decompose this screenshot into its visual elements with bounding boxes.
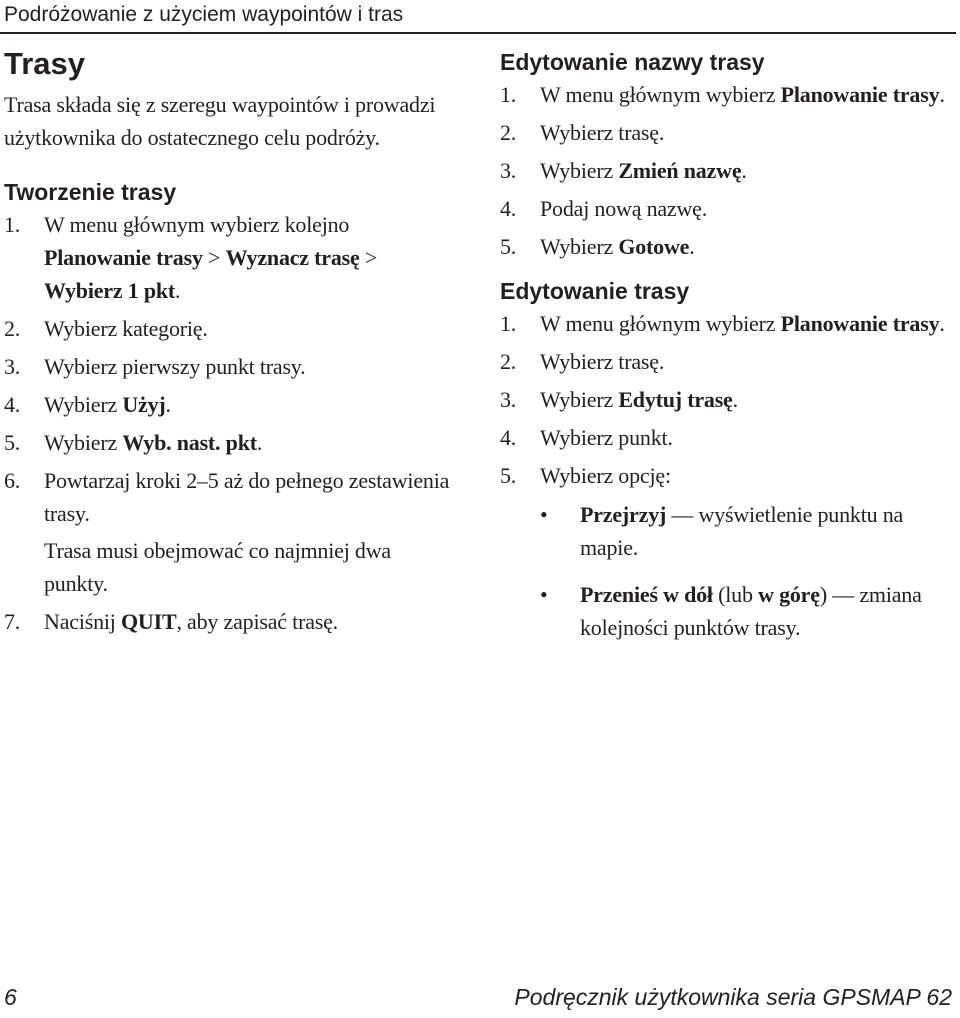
bullet-icon: • <box>540 502 548 527</box>
list-item: 3. Wybierz Zmień nazwę. <box>500 158 747 183</box>
use-option: Użyj <box>122 392 166 417</box>
menu-path-create-route: Wyznacz trasę <box>225 245 360 270</box>
select-next-point-option: Wyb. nast. pkt <box>122 430 257 455</box>
page-number: 6 <box>4 984 17 1010</box>
step-note: Trasa musi obejmować co najmniej dwa punkty. <box>44 538 391 596</box>
option-list <box>540 498 956 644</box>
change-name-option: Zmień nazwę <box>618 158 742 183</box>
list-item: 5. Wybierz Wyb. nast. pkt. <box>4 430 263 455</box>
list-item: 1. W menu głównym wybierz Planowanie trasy. <box>500 311 945 336</box>
list-item: 2. Wybierz trasę. <box>500 349 665 374</box>
list-item: 4. Podaj nową nazwę. <box>500 196 708 221</box>
menu-path-route-planner: Planowanie trasy <box>44 245 203 270</box>
heading-rename-route: Edytowanie nazwy trasy <box>500 49 765 75</box>
left-column <box>4 44 454 643</box>
create-route-steps <box>4 208 454 638</box>
bullet-icon: • <box>540 582 548 607</box>
list-item: • Przenieś w dół (lub w górę) — zmiana kolejności punktów trasy. <box>540 578 956 644</box>
list-item: 2. Wybierz trasę. <box>500 120 665 145</box>
list-item: 5. Wybierz opcję: • Przejrzyj — wyświetlenie punktu na mapie. • Przenieś w dół (lub w górę) — zmiana kolejności punktów trasy. <box>500 459 956 644</box>
list-item: 5. Wybierz Gotowe. <box>500 234 695 259</box>
list-item: 3. Wybierz Edytuj trasę. <box>500 387 738 412</box>
chapter-header: Podróżowanie z użyciem waypointów i tras <box>4 3 404 26</box>
menu-path-route-planner: Planowanie trasy <box>780 82 940 107</box>
list-item: 7. Naciśnij QUIT, aby zapisać trasę. <box>4 609 338 634</box>
heading-create-route: Tworzenie trasy <box>4 179 177 205</box>
right-column <box>500 44 956 658</box>
list-item: 4. Wybierz punkt. <box>500 425 673 450</box>
quit-key: QUIT <box>121 609 177 634</box>
list-item: 1. W menu głównym wybierz Planowanie trasy. <box>500 82 945 107</box>
edit-route-steps <box>500 307 956 644</box>
move-up-option: w górę <box>758 582 820 607</box>
move-down-option: Przenieś w dół <box>580 582 713 607</box>
list-item: • Przejrzyj — wyświetlenie punktu na mapie. <box>540 498 956 564</box>
list-item: 2. Wybierz kategorię. <box>4 316 208 341</box>
header-divider <box>0 32 956 34</box>
section-title-routes: Trasy <box>4 46 86 81</box>
manual-title: Podręcznik użytkownika seria GPSMAP 62 <box>514 984 952 1010</box>
list-item: 6. Powtarzaj kroki 2–5 aż do pełnego zestawienia trasy. Trasa musi obejmować co najmniej dwa punkty. <box>4 464 454 600</box>
menu-path-select-first-point: Wybierz 1 pkt <box>44 278 176 303</box>
list-item: 1. W menu głównym wybierz kolejno Planowanie trasy > Wyznacz trasę > Wybierz 1 pkt. <box>4 212 378 303</box>
review-option: Przejrzyj <box>580 502 667 527</box>
menu-path-route-planner: Planowanie trasy <box>780 311 940 336</box>
heading-edit-route: Edytowanie trasy <box>500 278 690 304</box>
list-item: 3. Wybierz pierwszy punkt trasy. <box>4 354 306 379</box>
routes-intro: Trasa składa się z szeregu waypointów i prowadzi użytkownika do ostatecznego celu podróży. <box>4 92 436 150</box>
list-item: 4. Wybierz Użyj. <box>4 392 171 417</box>
edit-route-option: Edytuj trasę <box>618 387 733 412</box>
done-option: Gotowe <box>618 234 690 259</box>
rename-route-steps <box>500 78 956 263</box>
